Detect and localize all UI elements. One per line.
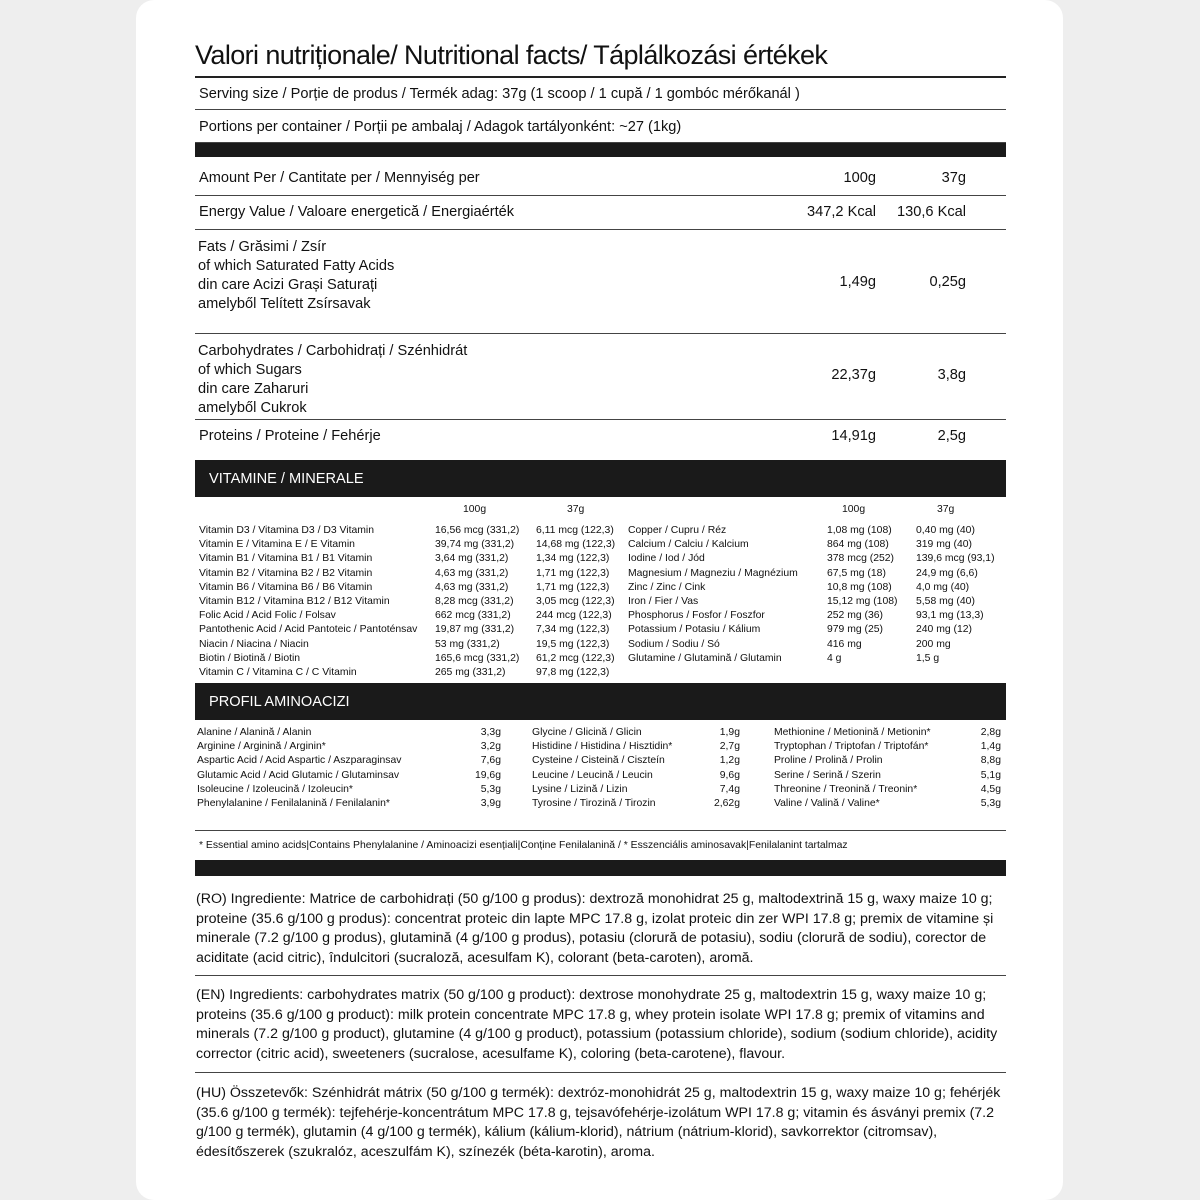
amino-name: Glutamic Acid / Acid Glutamic / Glutaminsav [197, 769, 400, 781]
vitamin-name: Vitamin E / Vitamina E / E Vitamin [199, 539, 355, 551]
amino-name: Leucine / Leucină / Leucin [532, 769, 653, 781]
carbs-100g: 22,37g [831, 367, 876, 383]
divider [195, 975, 1006, 976]
divider [195, 109, 1006, 110]
vitamin-name: Pantothenic Acid / Acid Pantoteic / Pantoténsav [199, 624, 418, 636]
proteins-37g: 2,5g [937, 428, 966, 444]
mineral-value-100g: 10,8 mg (108) [827, 581, 892, 593]
portions-per-container: Portions per container / Porții pe ambalaj / Adagok tartályonként: ~27 (1kg) [199, 119, 682, 135]
divider [195, 76, 1006, 78]
amino-value: 8,8g [980, 755, 1001, 767]
vitamin-value-100g: 4,63 mg (331,2) [435, 567, 509, 579]
amino-value: 1,2g [719, 755, 740, 767]
fats-37g: 0,25g [929, 274, 966, 290]
mineral-value-100g: 1,08 mg (108) [827, 525, 892, 536]
amino-value: 19,6g [474, 769, 501, 781]
vitamin-value-100g: 4,63 mg (331,2) [435, 581, 509, 593]
mineral-names [628, 524, 798, 666]
mineral-value-37g: 4,0 mg (40) [916, 581, 970, 593]
amino-value: 2,8g [980, 727, 1001, 738]
divider [195, 229, 1006, 230]
amino-col2-names [532, 726, 672, 811]
vitamin-names [199, 524, 417, 680]
mineral-value-37g: 139,6 mcg (93,1) [916, 553, 995, 565]
vitamin-name: Niacin / Niacina / Niacin [199, 638, 309, 650]
vitamin-value-100g: 53 mg (331,2) [435, 638, 500, 650]
vitamin-value-37g: 1,34 mg (122,3) [536, 553, 610, 565]
vitamin-value-100g: 8,28 mcg (331,2) [435, 595, 514, 607]
vitamin-value-37g: 6,11 mcg (122,3) [536, 525, 614, 536]
vitamin-value-100g: 39,74 mg (331,2) [435, 539, 515, 551]
ingredients-ro: (RO) Ingrediente: Matrice de carbohidrați (50 g/100 g produs): dextroză monohidrat 25 g, maltodextrină 15 g, waxy maize 10 g; proteine (35.6 g/100 g produs): concentrat proteic din lapte MPC 17.8 g, izolat proteic din zer WPI 17.8 g; premix de vitamine și minerale (7.2 g/100 g produs), glutamină (4 g/100 g produs), potasiu (clorură de potasiu), sodiu (clorură de sodiu), corector de aciditate (acid citric), îndulcitori (sucraloză, acesulfam K), colorant (beta-caroten), aromă. [196, 891, 994, 966]
vitamin-values-37g [536, 524, 615, 680]
amino-value: 3,9g [480, 797, 501, 809]
amino-name: Cysteine / Cisteină / Ciszteín [532, 755, 665, 767]
amino-name: Glycine / Glicină / Glicin [532, 727, 642, 738]
energy-label: Energy Value / Valoare energetică / Energiaérték [199, 204, 515, 220]
mineral-values-37g [916, 524, 995, 666]
vitamin-value-100g: 265 mg (331,2) [435, 666, 506, 678]
vitamin-name: Vitamin C / Vitamina C / C Vitamin [199, 666, 357, 678]
amino-value: 9,6g [719, 769, 740, 781]
vitamin-value-37g: 1,71 mg (122,3) [536, 567, 610, 579]
amino-name: Tryptophan / Triptofan / Triptofán* [774, 741, 929, 753]
page-title: Valori nutriționale/ Nutritional facts/ Táplálkozási értékek [195, 40, 828, 70]
mineral-name: Iodine / Iod / Jód [628, 553, 705, 565]
amino-name: Proline / Prolină / Prolin [774, 755, 883, 767]
vitamin-value-37g: 14,68 mg (122,3) [536, 539, 616, 551]
ingredients-en: (EN) Ingredients: carbohydrates matrix (50 g/100 g product): dextrose monohydrate 25 g, maltodextrin 15 g, waxy maize 10 g; proteins (35.6 g/100 g product): milk protein concentrate MPC 17.8 g, whey protein isolate WPI 17.8 g; premix of vitamins and minerals (7.2 g/100 g product), glutamine (4 g/100 g product), potassium (potassium chloride), sodium (sodium chloride), acidity corrector (citric acid), sweeteners (sucralose, acesulfame K), coloring (beta-carotene), flavour. [196, 987, 998, 1062]
mineral-value-100g: 15,12 mg (108) [827, 595, 898, 607]
amino-col3-values [981, 726, 1001, 811]
black-bar [195, 143, 1006, 157]
col-37g-header: 37g [941, 170, 966, 186]
vitamin-value-37g: 3,05 mcg (122,3) [536, 595, 615, 607]
ingredients-hu: (HU) Összetevők: Szénhidrát mátrix (50 g/100 g termék): dextróz-monohidrát 25 g, maltodextrin 15 g, waxy maize 10 g; fehérjék (35.6 g/100 g termék): tejfehérje-koncentrátum MPC 17.8 g, tejsavófehérje-izolátum WPI 17.8 g; vitamin és ásványi premix (7.2 g/100 g termék), glutamin (4 g/100 g termék), kálium (kálium-klorid), nátrium (nátrium-klorid), savkorrektor (citromsav), édesítőszerek (szukralóz, aceszulfám K), színezék (béta-karotin), aroma. [196, 1085, 1001, 1160]
divider [195, 419, 1006, 420]
min-col-100g: 100g [842, 504, 866, 515]
vitamin-value-100g: 19,87 mg (331,2) [435, 624, 515, 636]
amino-value: 3,3g [480, 727, 501, 738]
mineral-value-100g: 416 mg [827, 638, 862, 650]
vitamin-value-100g: 3,64 mg (331,2) [435, 553, 509, 565]
amino-value: 4,5g [980, 783, 1001, 795]
amino-header: PROFIL AMINOACIZI [209, 694, 350, 710]
mineral-value-100g: 252 mg (36) [827, 610, 884, 622]
serving-size: Serving size / Porție de produs / Termék adag: 37g (1 scoop / 1 cupă / 1 gombóc mérőkanál ) [199, 86, 800, 102]
mineral-value-100g: 378 mcg (252) [827, 553, 894, 565]
amino-name: Methionine / Metionină / Metionin* [774, 727, 931, 738]
mineral-value-100g: 4 g [827, 652, 842, 664]
vitamin-name: Vitamin B6 / Vitamina B6 / B6 Vitamin [199, 581, 373, 593]
mineral-value-37g: 200 mg [916, 638, 951, 650]
fats-label: Fats / Grăsimi / Zsír of which Saturated Fatty Acids din care Acizi Grași Saturați amelyből Telített Zsírsavak [198, 239, 395, 312]
amino-col1-values [475, 726, 501, 811]
amino-value: 2,62g [713, 797, 740, 809]
energy-100g: 347,2 Kcal [807, 204, 876, 220]
amino-value: 7,4g [719, 783, 740, 795]
amino-name: Serine / Serină / Szerin [774, 769, 881, 781]
min-col-37g: 37g [937, 504, 955, 515]
divider [195, 1072, 1006, 1073]
amino-value: 3,2g [480, 741, 501, 753]
mineral-value-100g: 864 mg (108) [827, 539, 889, 551]
amino-name: Valine / Valină / Valine* [774, 797, 880, 809]
divider [195, 830, 1006, 831]
amino-col2-values [714, 726, 740, 811]
amino-value: 7,6g [480, 755, 501, 767]
vitamin-values-100g [435, 524, 519, 680]
carbs-label: Carbohydrates / Carbohidrați / Szénhidrát of which Sugars din care Zaharuri amelyből Cukrok [198, 343, 468, 416]
essential-amino-footnote: * Essential amino acids|Contains Phenylalanine / Aminoacizi esențiali|Conține Fenilalanină / * Esszenciális aminosavak|Fenilalanint tartalmaz [199, 840, 848, 851]
divider [195, 195, 1006, 196]
mineral-name: Copper / Cupru / Réz [628, 525, 727, 536]
vitamin-name: Folic Acid / Acid Folic / Folsav [199, 610, 336, 622]
divider [195, 333, 1006, 334]
amount-per-label: Amount Per / Cantitate per / Mennyiség per [199, 170, 480, 186]
amino-col3-names [774, 726, 931, 811]
vitamin-value-100g: 662 mcg (331,2) [435, 610, 511, 622]
mineral-name: Glutamine / Glutamină / Glutamin [628, 652, 782, 664]
mineral-name: Potassium / Potasiu / Kálium [628, 624, 761, 636]
mineral-value-37g: 319 mg (40) [916, 539, 973, 551]
amino-value: 5,3g [980, 797, 1001, 809]
amino-name: Threonine / Treonină / Treonin* [774, 783, 918, 795]
amino-value: 1,9g [719, 727, 740, 738]
mineral-name: Magnesium / Magneziu / Magnézium [628, 567, 798, 579]
amino-name: Aspartic Acid / Acid Aspartic / Aszparaginsav [197, 755, 402, 767]
fats-100g: 1,49g [839, 274, 876, 290]
mineral-value-37g: 240 mg (12) [916, 624, 973, 636]
mineral-name: Iron / Fier / Vas [628, 595, 699, 607]
amino-col1-names [197, 726, 401, 811]
amino-value: 5,3g [480, 783, 501, 795]
mineral-value-100g: 979 mg (25) [827, 624, 884, 636]
mineral-name: Calcium / Calciu / Kalcium [628, 539, 749, 551]
mineral-value-37g: 0,40 mg (40) [916, 525, 975, 536]
amino-name: Lysine / Lizină / Lizin [532, 783, 628, 795]
energy-37g: 130,6 Kcal [897, 204, 966, 220]
vitamin-name: Biotin / Biotină / Biotin [199, 652, 301, 664]
amino-name: Histidine / Histidina / Hisztidin* [532, 741, 673, 753]
mineral-value-37g: 1,5 g [916, 652, 940, 664]
vitamin-name: Vitamin B2 / Vitamina B2 / B2 Vitamin [199, 567, 373, 579]
vitamin-value-37g: 7,34 mg (122,3) [536, 624, 610, 636]
amino-value: 1,4g [980, 741, 1001, 753]
carbs-37g: 3,8g [937, 367, 966, 383]
amino-value: 5,1g [980, 769, 1001, 781]
vitamin-value-37g: 19,5 mg (122,3) [536, 638, 610, 650]
vitamins-header: VITAMINE / MINERALE [209, 471, 364, 487]
mineral-value-37g: 24,9 mg (6,6) [916, 567, 978, 579]
amino-name: Tyrosine / Tirozină / Tirozin [532, 797, 656, 809]
vitamin-name: Vitamin B12 / Vitamina B12 / B12 Vitamin [199, 595, 390, 607]
amino-name: Phenylalanine / Fenilalanină / Fenilalanin* [197, 797, 390, 809]
mineral-name: Sodium / Sodiu / Só [628, 638, 720, 650]
vitamin-value-37g: 244 mcg (122,3) [536, 610, 612, 622]
amino-name: Arginine / Arginină / Arginin* [197, 741, 326, 753]
vitamin-name: Vitamin B1 / Vitamina B1 / B1 Vitamin [199, 553, 373, 565]
vitamin-name: Vitamin D3 / Vitamina D3 / D3 Vitamin [199, 525, 374, 536]
vit-col-37g: 37g [567, 504, 585, 515]
black-bar [195, 860, 1006, 876]
vitamin-value-37g: 97,8 mg (122,3) [536, 666, 610, 678]
vitamin-value-37g: 1,71 mg (122,3) [536, 581, 610, 593]
amino-name: Isoleucine / Izoleucină / Izoleucin* [197, 783, 353, 795]
mineral-values-100g [827, 524, 897, 666]
vitamin-value-37g: 61,2 mcg (122,3) [536, 652, 615, 664]
proteins-label: Proteins / Proteine / Fehérje [199, 428, 381, 444]
mineral-name: Zinc / Zinc / Cink [628, 581, 706, 593]
proteins-100g: 14,91g [831, 428, 876, 444]
mineral-name: Phosphorus / Fosfor / Foszfor [628, 610, 765, 622]
vit-col-100g: 100g [463, 504, 487, 515]
mineral-value-100g: 67,5 mg (18) [827, 567, 886, 579]
vitamin-value-100g: 165,6 mcg (331,2) [435, 652, 520, 664]
amino-name: Alanine / Alanină / Alanin [197, 727, 312, 738]
mineral-value-37g: 93,1 mg (13,3) [916, 610, 984, 622]
vitamin-value-100g: 16,56 mcg (331,2) [435, 525, 520, 536]
amino-value: 2,7g [719, 741, 740, 753]
col-100g-header: 100g [843, 170, 876, 186]
mineral-value-37g: 5,58 mg (40) [916, 595, 975, 607]
